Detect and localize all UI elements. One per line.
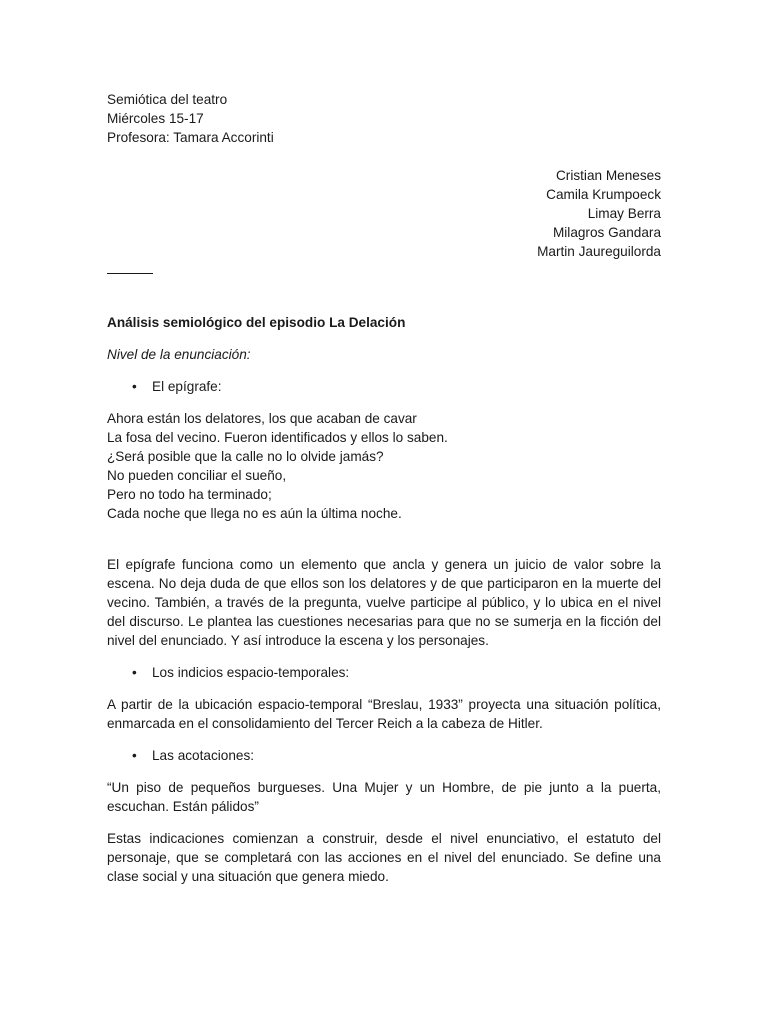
bullet-list <box>107 746 661 765</box>
stage-directions-paragraph: Estas indicaciones comienzan a construir, desde el nivel enunciativo, el estatuto del personaje, que se completará con las acciones en el nivel del enunciado. Se define una clase social y una situación que genera miedo. <box>107 831 661 884</box>
level-heading: Nivel de la enunciación: <box>107 347 251 362</box>
author-name: Cristian Meneses <box>555 168 661 183</box>
stage-direction-quote: “Un piso de pequeños burgueses. Una Mujer y un Hombre, de pie junto a la puerta, escuchan. Están pálidos” <box>107 780 661 814</box>
bullet-label: El epígrafe: <box>152 379 222 394</box>
bullet-label: Los indicios espacio-temporales: <box>152 665 350 680</box>
author-name: Milagros Gandara <box>552 225 661 240</box>
teacher-name: Profesora: Tamara Accorinti <box>107 130 274 145</box>
epigraph-line: Pero no todo ha terminado; <box>107 487 272 502</box>
epigraph-line: Cada noche que llega no es aún la última noche. <box>107 506 402 521</box>
course-header <box>107 90 661 147</box>
bullet-label: Las acotaciones: <box>152 748 255 763</box>
author-name: Limay Berra <box>587 206 661 221</box>
bullet-item-stage-directions <box>107 746 661 765</box>
epigraph-line: Ahora están los delatores, los que acaban de cavar <box>107 411 417 426</box>
author-name: Camila Krumpoeck <box>546 187 661 202</box>
document-page <box>107 90 661 899</box>
short-divider-line <box>107 261 153 274</box>
bullet-list <box>107 663 661 682</box>
bullet-item-epigraph <box>107 377 661 396</box>
spatiotemporal-paragraph: A partir de la ubicación espacio-temporal “Breslau, 1933” proyecta una situación política, enmarcada en el consolidamiento del Tercer Reich a la cabeza de Hitler. <box>107 697 661 731</box>
author-list <box>107 166 661 261</box>
epigraph-line: ¿Será posible que la calle no lo olvide jamás? <box>107 449 384 464</box>
bullet-icon: • <box>132 665 137 680</box>
course-name: Semiótica del teatro <box>107 92 228 107</box>
bullet-icon: • <box>132 379 137 394</box>
class-schedule: Miércoles 15-17 <box>107 111 204 126</box>
bullet-icon: • <box>132 748 137 763</box>
epigraph-quote <box>107 409 661 523</box>
epigraph-analysis-paragraph: El epígrafe funciona como un elemento que ancla y genera un juicio de valor sobre la escena. No deja duda de que ellos son los delatores y de que participaron en la muerte del vecino. También, a través de la pregunta, vuelve participe al público, y lo ubica en el nivel del discurso. Le plantea las cuestiones necesarias para que no se sumerja en la ficción del nivel del enunciado. Y así introduce la escena y los personajes. <box>107 557 661 648</box>
author-name: Martin Jaureguilorda <box>537 244 661 259</box>
document-title: Análisis semiológico del episodio La Delación <box>107 315 406 330</box>
epigraph-line: No pueden conciliar el sueño, <box>107 468 287 483</box>
epigraph-line: La fosa del vecino. Fueron identificados y ellos lo saben. <box>107 430 448 445</box>
bullet-item-spatiotemporal <box>107 663 661 682</box>
bullet-list <box>107 377 661 396</box>
